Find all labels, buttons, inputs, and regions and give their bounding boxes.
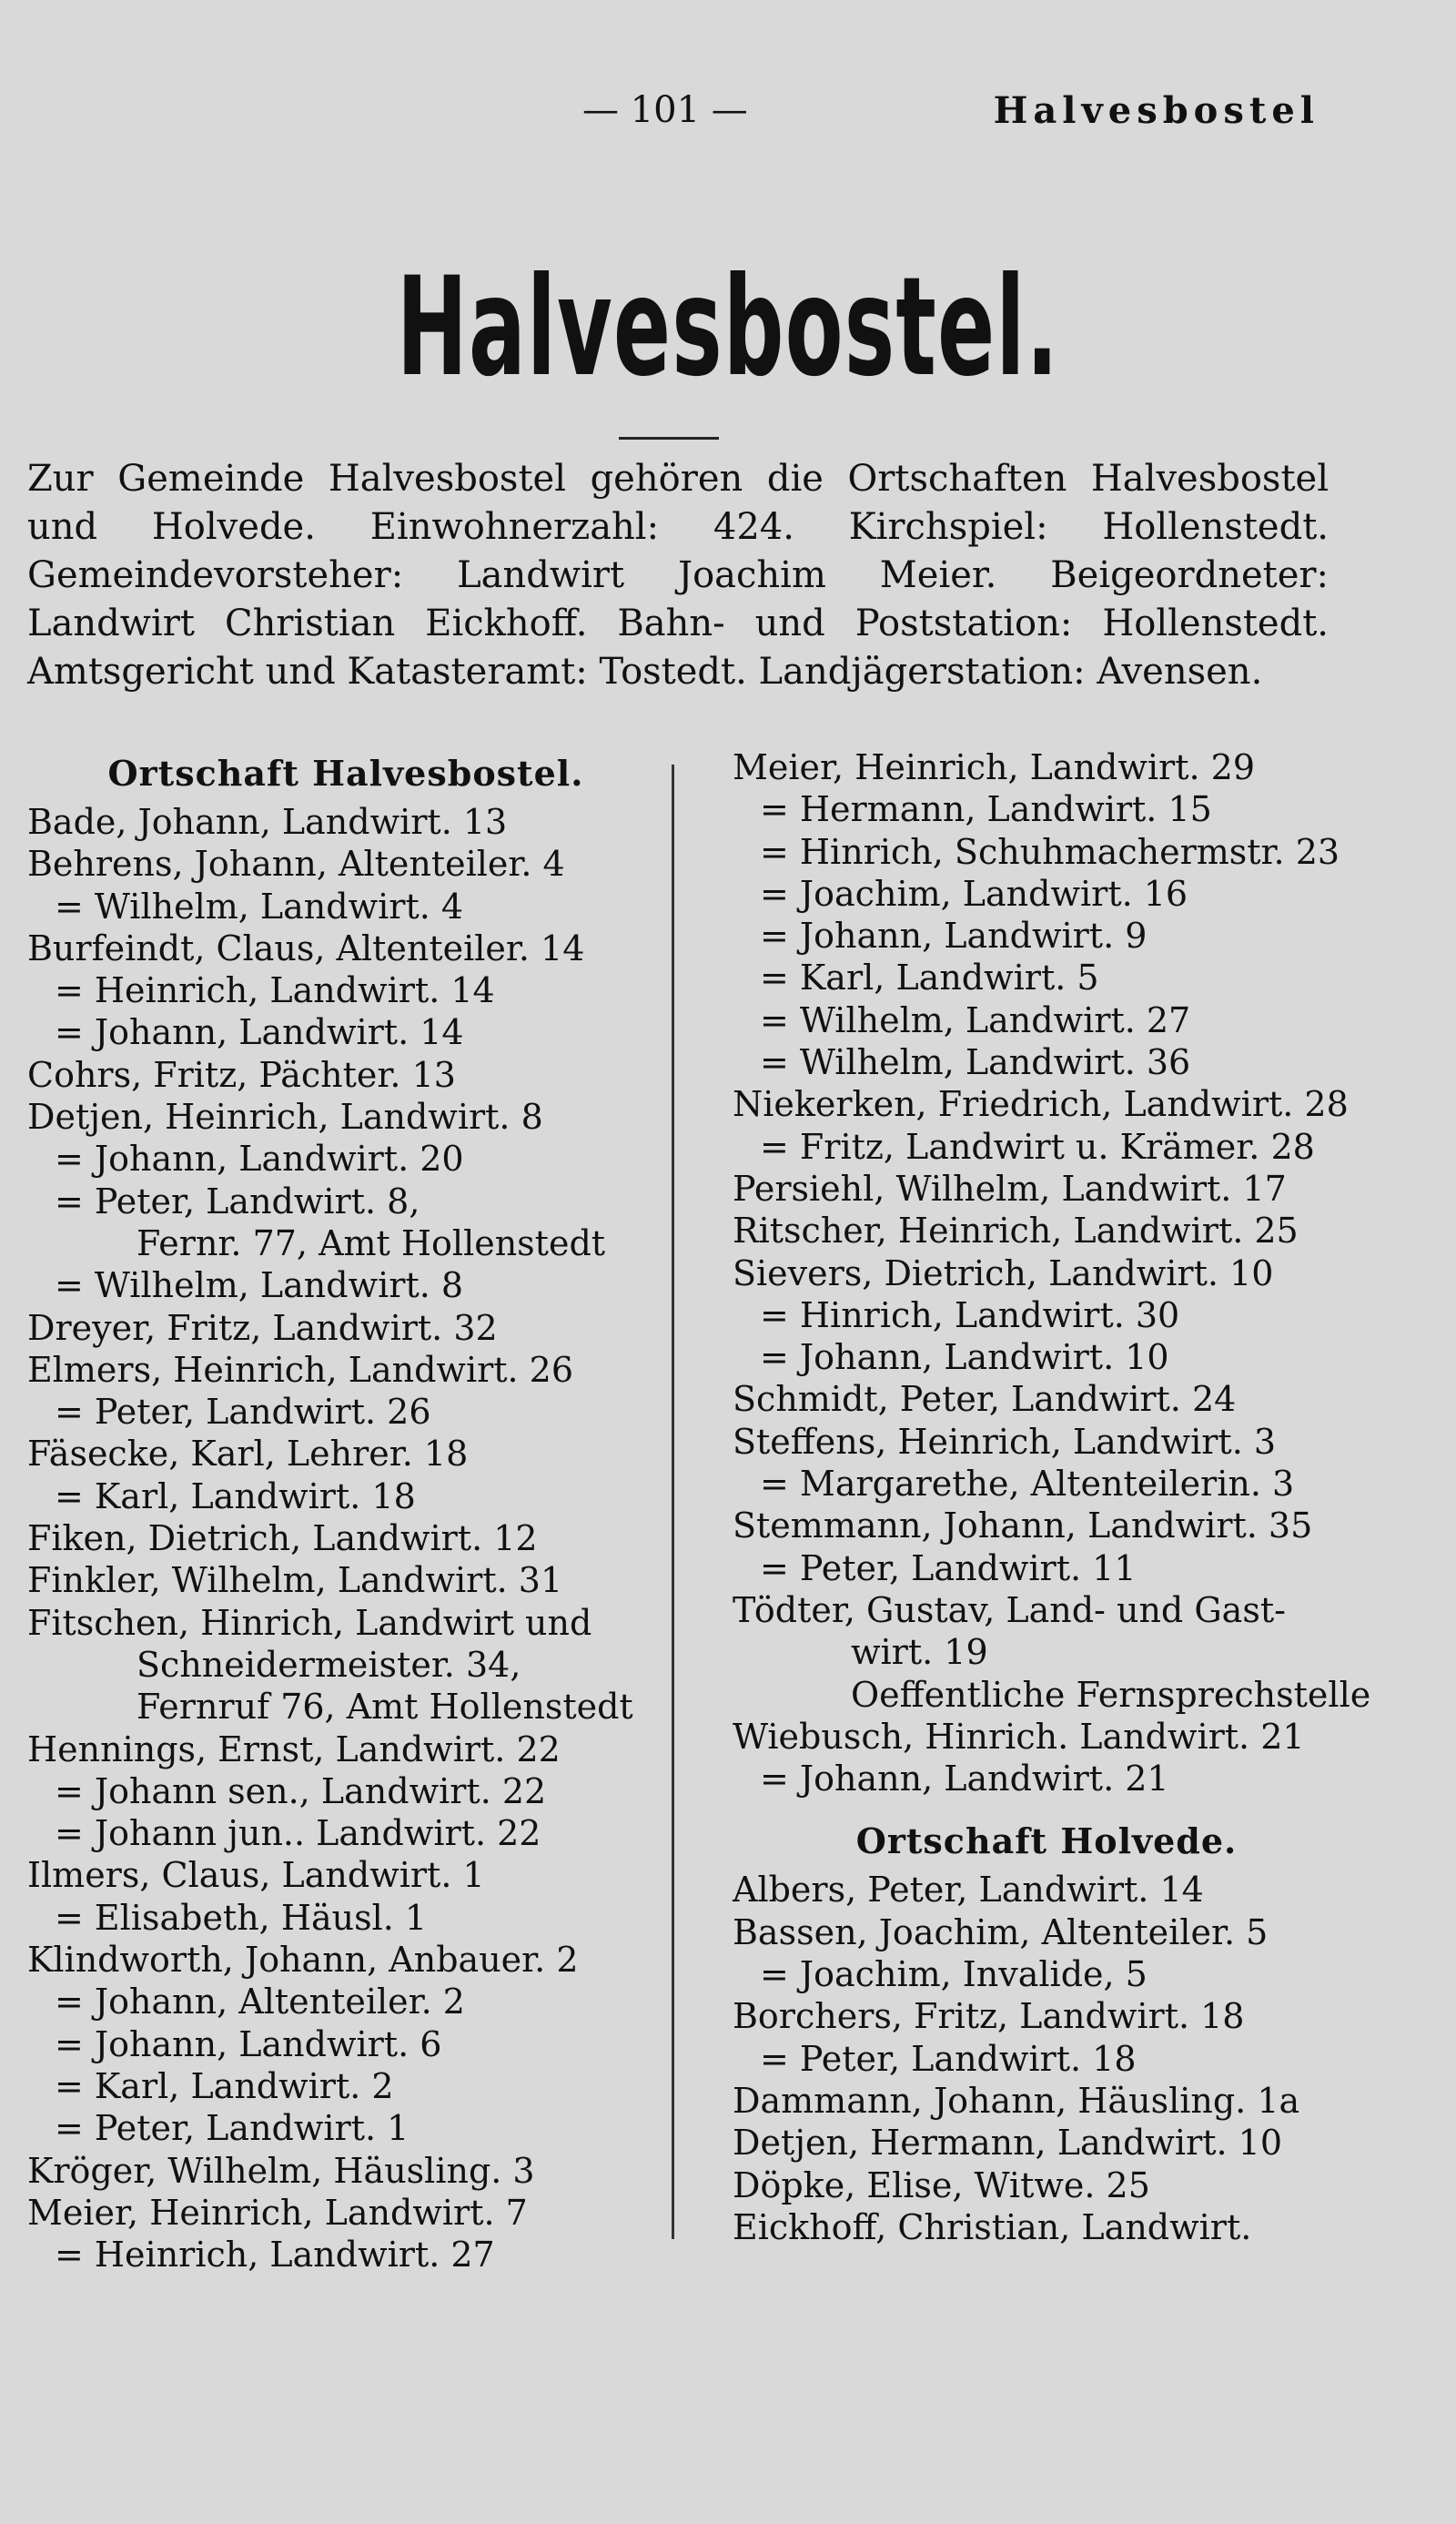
list-item: = Fritz, Landwirt u. Krämer. 28 [760,1126,1315,1167]
title-rule [619,437,719,440]
list-item: Schmidt, Peter, Landwirt. 24 [733,1379,1237,1420]
list-item: Burfeindt, Claus, Altenteiler. 14 [27,927,585,968]
list-item: = Karl, Landwirt. 5 [760,958,1099,998]
list-item: Sievers, Dietrich, Landwirt. 10 [733,1252,1274,1293]
left-column [27,746,664,2276]
section-heading-holvede: Ortschaft Holvede. [855,1820,1238,1862]
list-item: Eickhoff, Christian, Landwirt. [733,2206,1252,2247]
list-item: wirt. 19 [851,1632,988,1673]
list-item: Behrens, Johann, Altenteiler. 4 [27,844,565,885]
list-item: Meier, Heinrich, Landwirt. 29 [733,747,1255,787]
list-item: Niekerken, Friedrich, Landwirt. 28 [733,1084,1349,1125]
list-item: Ilmers, Claus, Landwirt. 1 [27,1855,485,1896]
right-column [733,746,1371,2248]
list-item: Tödter, Gustav, Land- und Gast- [733,1589,1286,1630]
list-item: = Johann, Landwirt. 6 [55,2023,442,2064]
list-item: Fernruf 76, Amt Hollenstedt [136,1687,633,1728]
list-item: = Peter, Landwirt. 26 [55,1392,431,1433]
list-item: = Wilhelm, Landwirt. 8 [55,1265,464,1306]
list-item: Albers, Peter, Landwirt. 14 [733,1870,1204,1911]
list-item: = Hinrich, Landwirt. 30 [760,1294,1180,1335]
list-item: = Wilhelm, Landwirt. 4 [55,886,464,927]
left-entry-list [27,801,664,2276]
list-item: = Johann sen., Landwirt. 22 [55,1770,547,1811]
list-item: Cohrs, Fritz, Pächter. 13 [27,1054,456,1095]
list-item: Kröger, Wilhelm, Häusling. 3 [27,2150,535,2191]
list-item: = Peter, Landwirt. 18 [760,2038,1137,2079]
right-entry-list-holvede [733,1869,1360,2248]
list-item: = Joachim, Invalide, 5 [760,1954,1148,1995]
list-item: Fitschen, Hinrich, Landwirt und [27,1602,592,1643]
list-item: = Wilhelm, Landwirt. 36 [760,1042,1191,1083]
list-item: Borchers, Fritz, Landwirt. 18 [733,1996,1245,2037]
list-item: Elmers, Heinrich, Landwirt. 26 [27,1349,574,1390]
list-item: Fäsecke, Karl, Lehrer. 18 [27,1434,469,1475]
list-item: Steffens, Heinrich, Landwirt. 3 [733,1421,1277,1462]
list-item: Klindworth, Johann, Anbauer. 2 [27,1940,579,1981]
list-item: = Johann, Landwirt. 10 [760,1337,1169,1378]
list-item: Wiebusch, Hinrich. Landwirt. 21 [733,1716,1305,1757]
section-heading-halvesbostel: Ortschaft Halvesbostel. [107,753,584,794]
list-item: = Johann, Landwirt. 9 [760,916,1148,957]
page-title: Halvesbostel. [396,248,1060,407]
list-item: = Wilhelm, Landwirt. 27 [760,999,1191,1040]
list-item: Dreyer, Fritz, Landwirt. 32 [27,1307,498,1348]
list-item: Hennings, Ernst, Landwirt. 22 [27,1728,561,1769]
list-item: = Johann, Landwirt. 21 [760,1759,1169,1799]
list-item: Dammann, Johann, Häusling. 1a [733,2080,1300,2121]
list-item: Schneidermeister. 34, [136,1644,521,1685]
list-item: = Karl, Landwirt. 2 [55,2065,394,2106]
list-item: Bade, Johann, Landwirt. 13 [27,802,508,842]
list-item: = Johann, Altenteiler. 2 [55,1982,465,2022]
running-head: Halvesbostel [993,89,1320,132]
list-item: Persiehl, Wilhelm, Landwirt. 17 [733,1168,1287,1209]
list-item: = Peter, Landwirt. 8, [55,1181,420,1221]
list-item: = Hinrich, Schuhmachermstr. 23 [760,831,1340,872]
list-item: = Joachim, Landwirt. 16 [760,873,1188,914]
page-number: — 101 — [582,89,748,131]
list-item: Meier, Heinrich, Landwirt. 7 [27,2192,528,2233]
list-item: Fiken, Dietrich, Landwirt. 12 [27,1518,538,1559]
list-item: = Heinrich, Landwirt. 14 [55,970,495,1011]
right-entry-list [733,746,1371,1799]
list-item: Ritscher, Heinrich, Landwirt. 25 [733,1211,1299,1252]
intro-paragraph: Zur Gemeinde Halvesbostel gehören die Ortschaften Halvesbostel und Holvede. Einwohnerzahl: 424. Kirchspiel: Hollenstedt. Gemeindevorsteher: Landwirt Joachim Meier. Beigeordneter: Landwirt Christian Eickhoff. Bahn- und Poststation: Hollenstedt. Amtsgericht und Katasteramt: Tostedt. Landjägerstation: Avensen. [27,458,1329,693]
list-item: = Peter, Landwirt. 1 [55,2108,410,2149]
list-item: Döpke, Elise, Witwe. 25 [733,2164,1150,2205]
list-item: = Johann jun.. Landwirt. 22 [55,1813,541,1854]
list-item: = Hermann, Landwirt. 15 [760,789,1212,830]
page-header [0,89,1456,144]
list-item: = Elisabeth, Häusl. 1 [55,1897,428,1938]
list-item: Finkler, Wilhelm, Landwirt. 31 [27,1560,563,1601]
list-item: = Peter, Landwirt. 11 [760,1547,1137,1588]
list-item: = Karl, Landwirt. 18 [55,1475,416,1516]
list-item: = Johann, Landwirt. 14 [55,1012,464,1053]
list-item: Bassen, Joachim, Altenteiler. 5 [733,1911,1269,1952]
list-item: Stemmann, Johann, Landwirt. 35 [733,1505,1313,1546]
list-item: = Heinrich, Landwirt. 27 [55,2235,495,2276]
list-item: = Johann, Landwirt. 20 [55,1139,464,1180]
list-item: Detjen, Hermann, Landwirt. 10 [733,2123,1283,2164]
list-item: Fernr. 77, Amt Hollenstedt [136,1222,606,1263]
list-item: Oeffentliche Fernsprechstelle [851,1674,1371,1715]
list-item: = Margarethe, Altenteilerin. 3 [760,1464,1295,1505]
list-item: Detjen, Heinrich, Landwirt. 8 [27,1097,543,1138]
column-divider [672,765,674,2239]
